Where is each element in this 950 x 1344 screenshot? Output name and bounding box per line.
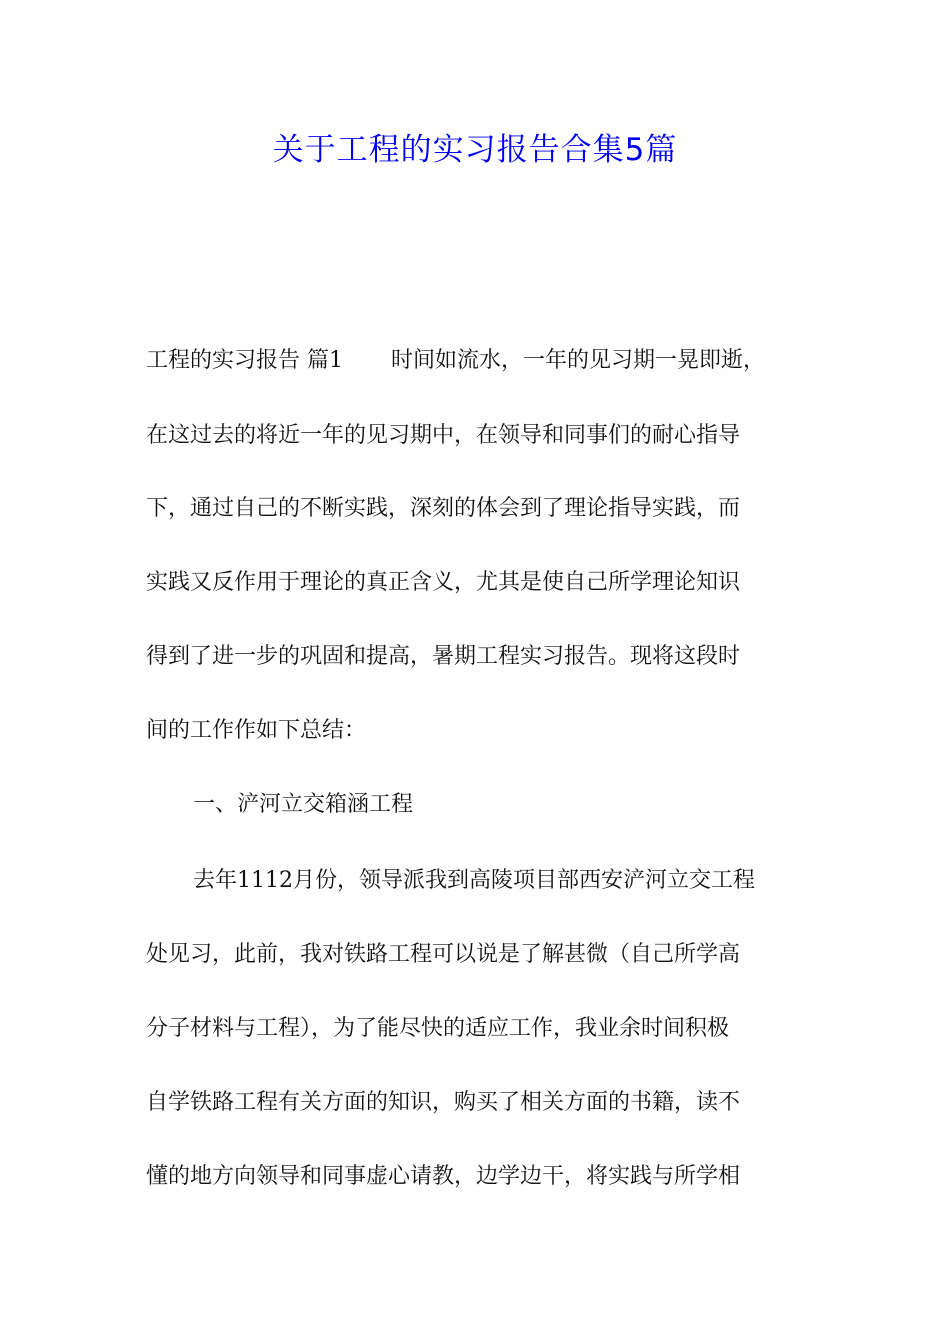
paragraph-line: 在这过去的将近一年的见习期中，在领导和同事们的耐心指导 [146,423,741,448]
document-title: 关于工程的实习报告合集5篇 [272,132,678,168]
section-heading: 工程的实习报告 篇1 [146,348,343,373]
paragraph-line: 自学铁路工程有关方面的知识，购买了相关方面的书籍，读不 [146,1090,741,1115]
paragraph-line: 去年1112月份，领导派我到高陵项目部西安浐河立交工程 [193,868,755,893]
paragraph-line [146,346,836,376]
paragraph-line: 实践又反作用于理论的真正含义，尤其是使自己所学理论知识 [146,570,741,595]
paragraph-line: 间的工作作如下总结： [146,718,367,743]
paragraph-text: 时间如流水，一年的见习期一晃即逝， [391,348,766,373]
subsection-heading: 一、浐河立交箱涵工程 [193,792,414,817]
paragraph-line: 得到了进一步的巩固和提高，暑期工程实习报告。现将这段时 [146,644,741,669]
paragraph-line: 处见习，此前，我对铁路工程可以说是了解甚微（自己所学高 [146,942,741,967]
paragraph-line: 下，通过自己的不断实践，深刻的体会到了理论指导实践，而 [146,496,741,521]
paragraph-line: 懂的地方向领导和同事虚心请教，边学边干，将实践与所学相 [146,1164,741,1189]
paragraph-line: 分子材料与工程），为了能尽快的适应工作，我业余时间积极 [146,1016,730,1041]
